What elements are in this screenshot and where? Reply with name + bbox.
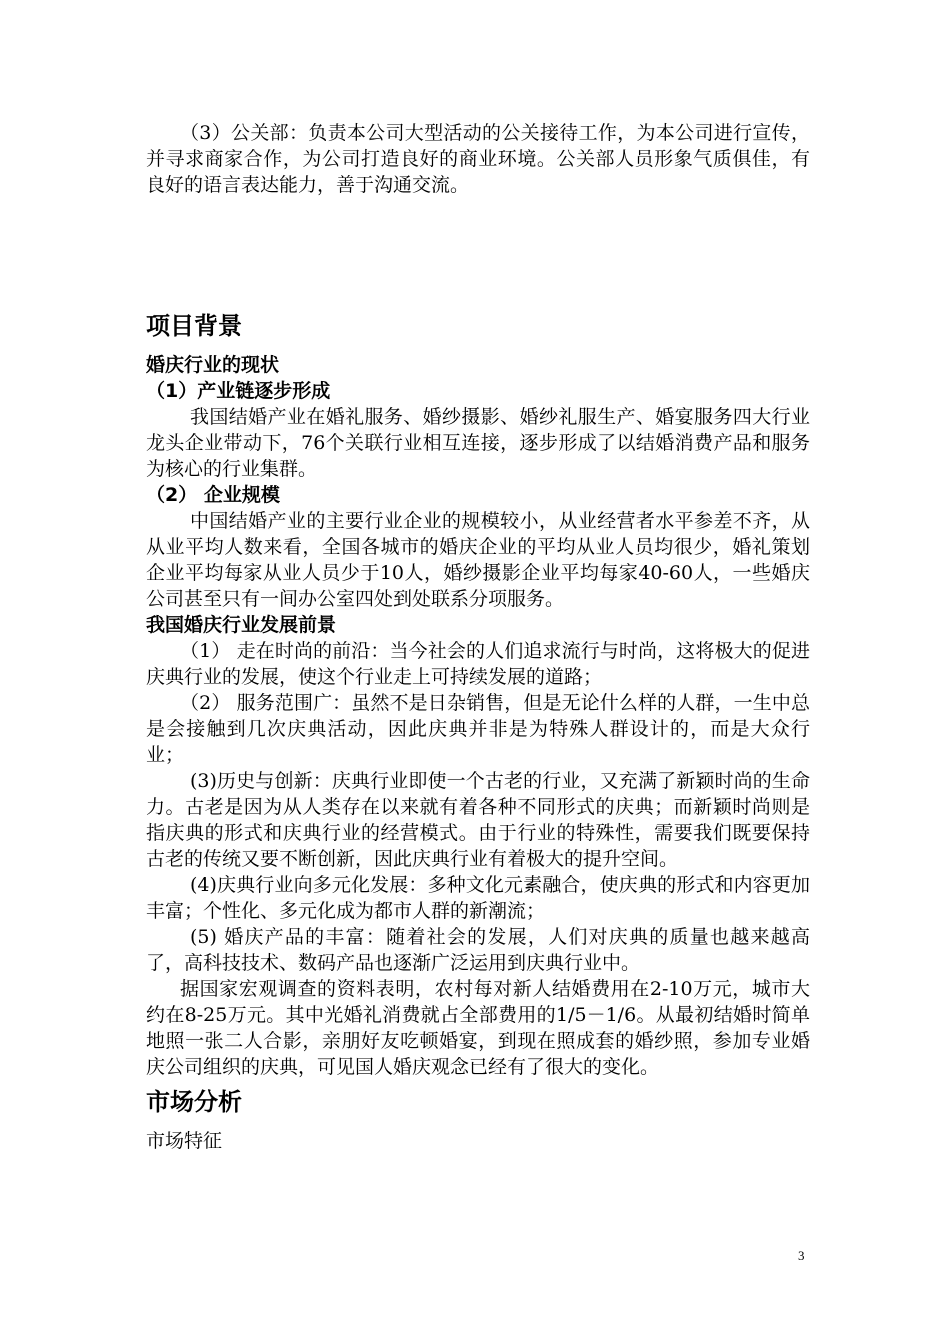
heading-enterprise-scale: （2） 企业规模	[146, 484, 280, 506]
heading-industry-status: 婚庆行业的现状	[146, 354, 280, 376]
prospect-item-2: （2） 服务范围广：虽然不是日杂销售，但是无论什么样的人群，一生中总是会接触到几次庆典活动，因此庆典并非是为特殊人群设计的，而是大众行业；	[146, 692, 810, 766]
pr-department-paragraph: （3）公关部：负责本公司大型活动的公关接待工作，为本公司进行宣传，并寻求商家合作，为公司打造良好的商业环境。公关部人员形象气质俱佳，有良好的语言表达能力，善于沟通交流。	[146, 122, 810, 196]
prospect-item-1: （1） 走在时尚的前沿：当今社会的人们追求流行与时尚，这将极大的促进庆典行业的发展，使这个行业走上可持续发展的道路；	[146, 640, 810, 688]
page-number: 3	[798, 1248, 805, 1263]
heading-industry-chain: （1）产业链逐步形成	[146, 380, 331, 402]
prospect-item-3: (3)历史与创新：庆典行业即使一个古老的行业，又充满了新颖时尚的生命力。古老是因为从人类存在以来就有着各种不同形式的庆典；而新颖时尚则是指庆典的形式和庆典行业的经营模式。由于行业的特殊性，需要我们既要保持古老的传统又要不断创新，因此庆典行业有着极大的提升空间。	[146, 770, 810, 870]
spacer	[146, 198, 810, 310]
enterprise-scale-paragraph: 中国结婚产业的主要行业企业的规模较小，从业经营者水平参差不齐，从从业平均人数来看，全国各城市的婚庆企业的平均从业人员均很少，婚礼策划企业平均每家从业人员少于10人，婚纱摄影企业平均每家40-60人，一些婚庆公司甚至只有一间办公室四处到处联系分项服务。	[146, 510, 810, 610]
industry-chain-paragraph: 我国结婚产业在婚礼服务、婚纱摄影、婚纱礼服生产、婚宴服务四大行业龙头企业带动下，76个关联行业相互连接，逐步形成了以结婚消费产品和服务为核心的行业集群。	[146, 406, 810, 480]
prospect-item-5: (5) 婚庆产品的丰富：随着社会的发展，人们对庆典的质量也越来越高了，高科技技术、数码产品也逐渐广泛运用到庆典行业中。	[146, 926, 810, 974]
heading-project-background: 项目背景	[146, 312, 242, 340]
spacer	[146, 1118, 810, 1128]
prospect-item-4: (4)庆典行业向多元化发展：多种文化元素融合，使庆典的形式和内容更加丰富；个性化、多元化成为都市人群的新潮流；	[146, 874, 810, 922]
heading-market-analysis: 市场分析	[146, 1088, 242, 1116]
document-body	[146, 120, 810, 1154]
spacer	[146, 342, 810, 352]
survey-paragraph: 据国家宏观调查的资料表明，农村每对新人结婚费用在2-10万元，城市大约在8-25万元。其中光婚礼消费就占全部费用的1/5－1/6。从最初结婚时简单地照一张二人合影，亲朋好友吃顿婚宴，到现在照成套的婚纱照，参加专业婚庆公司组织的庆典，可见国人婚庆观念已经有了很大的变化。	[146, 978, 810, 1078]
heading-industry-prospect: 我国婚庆行业发展前景	[146, 614, 337, 636]
subheading-market-features: 市场特征	[146, 1130, 223, 1152]
